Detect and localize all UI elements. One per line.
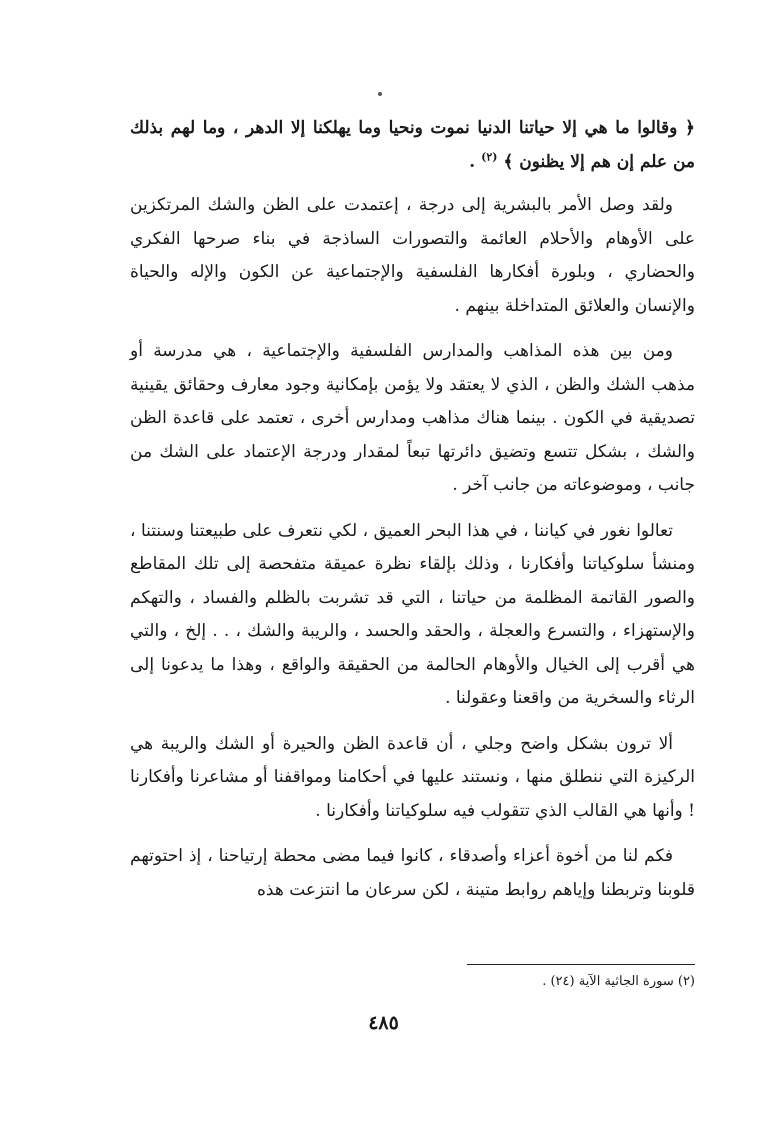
body-paragraph-3: تعالوا نغور في كياننا ، في هذا البحر العميق ، لكي نتعرف على طبيعتنا وسنتنا ، ومنشأ سلوكياتنا وأفكارنا ، وذلك بإلقاء نظرة عميقة متفحصة إلى تلك المقاطع والصور القاتمة المظلمة من حياتنا ، التي قد تشربت بالظلم والفساد ، والتهكم والإستهزاء ، والتسرع والعجلة ، والحقد والحسد ، والريبة والشك ، . . إلخ ، والتي هي أقرب إلى الخيال والأوهام الحالمة من الحقيقة والواقع ، وهذا ما يدعونا إلى الرثاء والسخرية من واقعنا وعقولنا . xyxy=(130,520,695,708)
main-text xyxy=(130,112,695,919)
page-number: ٤٨٥ xyxy=(368,1012,399,1034)
body-paragraph-4: ألا ترون بشكل واضح وجلي ، أن قاعدة الظن والحيرة أو الشك والريبة هي الركيزة التي ننطلق منها ، ونستند عليها في أحكامنا ومواقفنا أو مشاعرنا وأفكارنا ! وأنها هي القالب الذي تتقولب فيه سلوكياتنا وأفكارنا . xyxy=(130,733,695,821)
footnote-separator xyxy=(467,964,695,965)
body-paragraph-1: ولقد وصل الأمر بالبشرية إلى درجة ، إعتمدت على الظن والشك المرتكزين على الأوهام والأحلام العائمة والتصورات الساذجة في بناء صرحها الفكري والحضاري ، وبلورة أفكارها الفلسفية والإجتماعية عن الكون والإله والحياة والإنسان والعلائق المتداخلة بينهم . xyxy=(130,195,695,316)
footnote: (٢) سورة الجاثية الآية (٢٤) . xyxy=(542,974,695,989)
quran-verse-paragraph xyxy=(130,112,695,179)
top-dot-mark xyxy=(378,92,382,96)
body-paragraph-2: ومن بين هذه المذاهب والمدارس الفلسفية والإجتماعية ، هي مدرسة أو مذهب الشك والظن ، الذي لا يعتقد ولا يؤمن بإمكانية وجود معارف وحقائق يقينية تصديقية في الكون . بينما هناك مذاهب ومدارس أخرى ، تعتمد على قاعدة الظن والشك ، بشكل تتسع وتضيق دائرتها تبعاً لمقدار ودرجة الإعتماد على الشك من جانب ، وموضوعاته من جانب آخر . xyxy=(130,341,695,495)
footnote-marker: (٢) xyxy=(481,149,498,163)
body-paragraph-5: فكم لنا من أخوة أعزاء وأصدقاء ، كانوا فيما مضى محطة إرتياحنا ، إذ احتوتهم قلوبنا وتربطنا وإياهم روابط متينة ، لكن سرعان ما انتزعت هذه xyxy=(130,846,695,900)
quran-verse-tail: . xyxy=(469,151,482,172)
quran-verse-text: ﴿ وقالوا ما هي إلا حياتنا الدنيا نموت ونحيا وما يهلكنا إلا الدهر ، وما لهم بذلك من علم إن هم إلا يظنون ﴾ xyxy=(130,118,695,172)
